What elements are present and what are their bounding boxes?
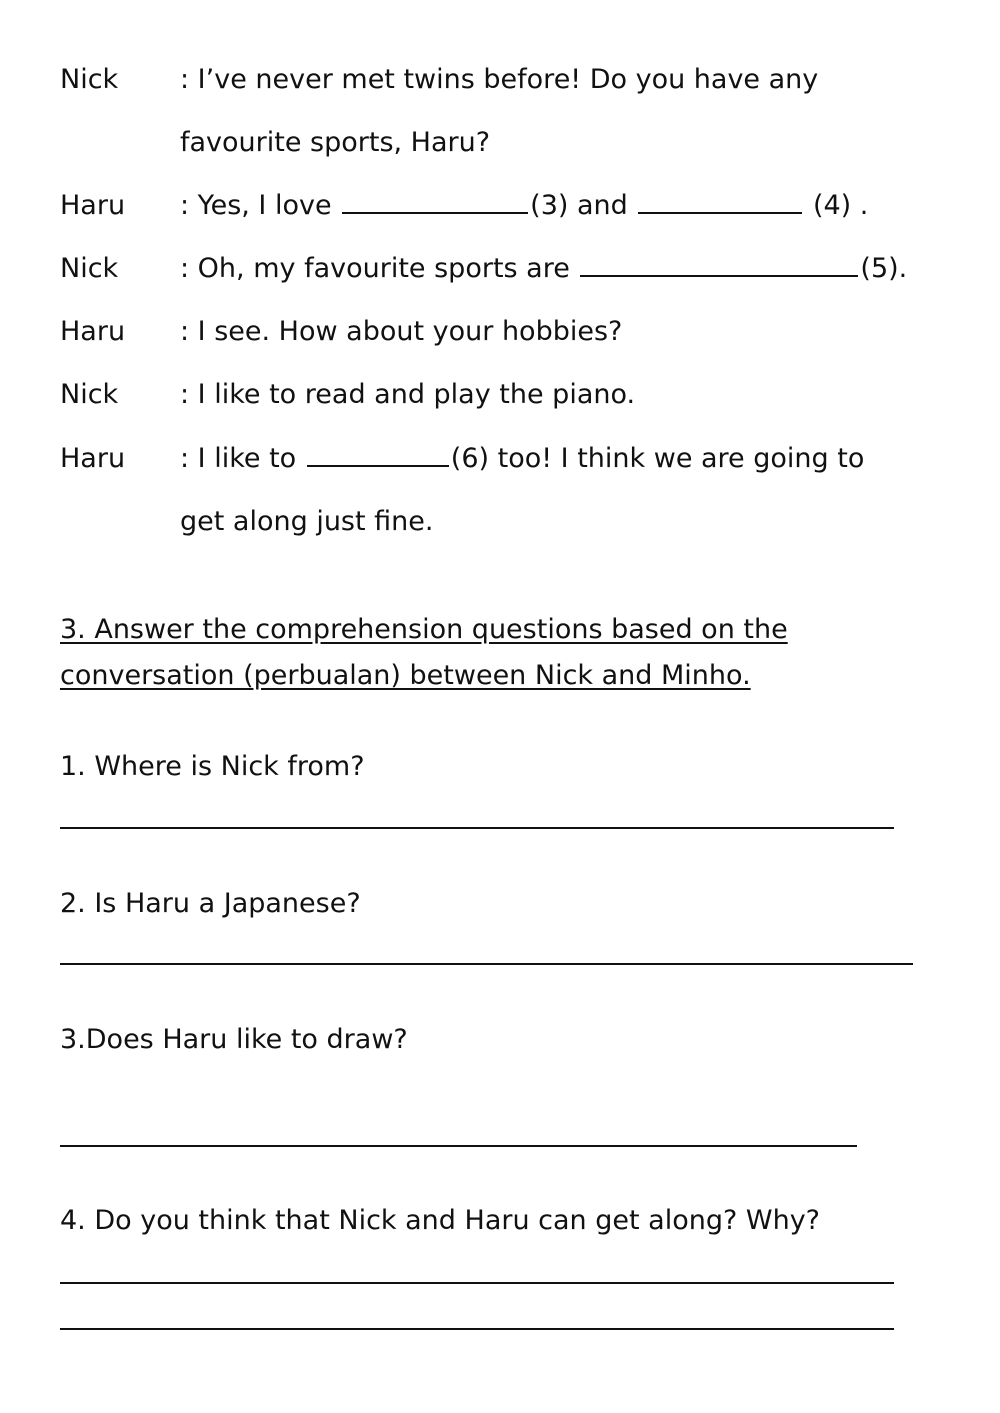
answer-line-4a[interactable] bbox=[60, 1282, 894, 1284]
blank-5[interactable] bbox=[580, 253, 858, 277]
speaker-haru: Haru bbox=[60, 443, 126, 474]
speaker-nick: Nick bbox=[60, 64, 119, 95]
dialogue-text: : Yes, I love bbox=[180, 190, 341, 221]
speaker-nick: Nick bbox=[60, 379, 119, 410]
speaker-haru: Haru bbox=[60, 316, 126, 347]
question-4: 4. Do you think that Nick and Haru can get along? Why? bbox=[60, 1205, 821, 1236]
dialogue-line-continued: favourite sports, Haru? bbox=[180, 127, 491, 158]
dialogue-line-continued: get along just fine. bbox=[180, 506, 434, 537]
dialogue-line bbox=[180, 190, 868, 221]
speaker-nick: Nick bbox=[60, 253, 119, 284]
speaker-haru: Haru bbox=[60, 190, 126, 221]
dialogue-line: : I see. How about your hobbies? bbox=[180, 316, 623, 347]
answer-line-1[interactable] bbox=[60, 827, 894, 829]
dialogue-text: (4) . bbox=[804, 190, 869, 221]
dialogue-line bbox=[180, 253, 907, 284]
dialogue-text: (5). bbox=[860, 253, 908, 284]
answer-line-2[interactable] bbox=[60, 963, 913, 965]
dialogue-text: : Oh, my favourite sports are bbox=[180, 253, 579, 284]
dialogue-line: : I like to read and play the piano. bbox=[180, 379, 636, 410]
blank-4[interactable] bbox=[638, 190, 802, 214]
question-1: 1. Where is Nick from? bbox=[60, 751, 365, 782]
answer-line-4b[interactable] bbox=[60, 1328, 894, 1330]
blank-3[interactable] bbox=[342, 190, 528, 214]
dialogue-text: (6) too! I think we are going to bbox=[450, 443, 865, 474]
answer-line-3[interactable] bbox=[60, 1145, 857, 1147]
dialogue-text: (3) and bbox=[530, 190, 637, 221]
question-3: 3.Does Haru like to draw? bbox=[60, 1024, 408, 1055]
blank-6[interactable] bbox=[307, 443, 449, 467]
section-3-heading-continued: conversation (perbualan) between Nick and Minho. bbox=[60, 660, 751, 691]
dialogue-line bbox=[180, 443, 864, 474]
dialogue-text: : I like to bbox=[180, 443, 305, 474]
question-2: 2. Is Haru a Japanese? bbox=[60, 888, 361, 919]
dialogue-line: : I’ve never met twins before! Do you have any bbox=[180, 64, 819, 95]
section-3-heading: 3. Answer the comprehension questions based on the bbox=[60, 614, 788, 645]
